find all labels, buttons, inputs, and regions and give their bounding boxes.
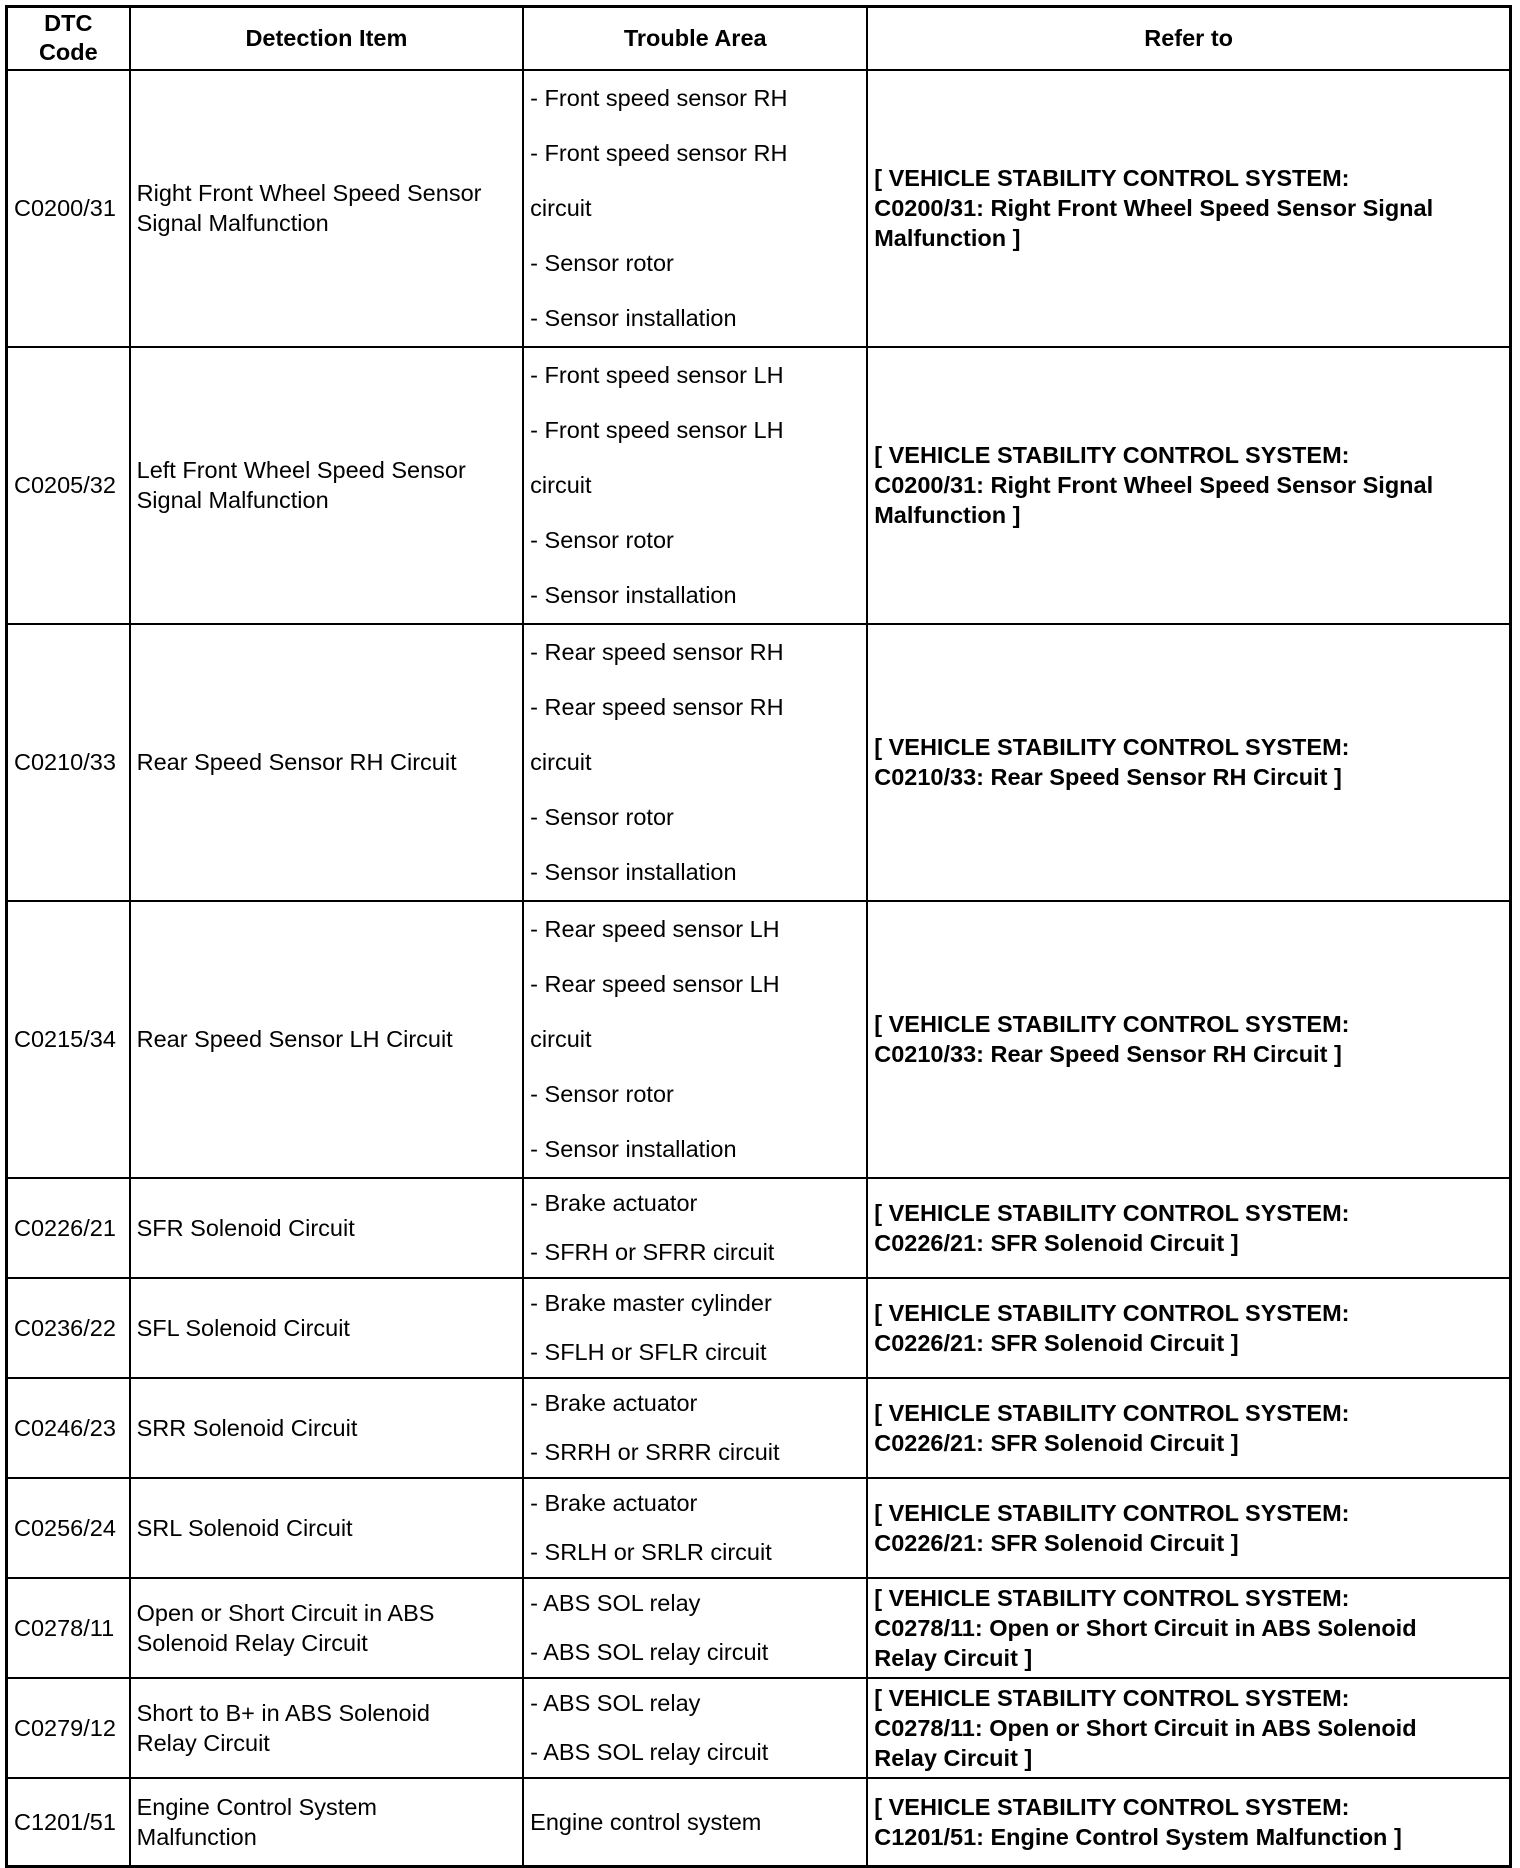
- trouble-area-cell: [523, 624, 867, 901]
- detection-item-cell: Rear Speed Sensor RH Circuit: [130, 624, 524, 901]
- trouble-area-item: - Front speed sensor RH: [530, 84, 788, 111]
- refer-to-cell: [ VEHICLE STABILITY CONTROL SYSTEM: C0278/11: Open or Short Circuit in ABS Solenoid Relay Circuit ]: [867, 1678, 1510, 1778]
- dtc-table: [5, 5, 1512, 1868]
- trouble-area-item: - ABS SOL relay: [530, 1589, 701, 1616]
- refer-to-cell: [ VEHICLE STABILITY CONTROL SYSTEM: C0210/33: Rear Speed Sensor RH Circuit ]: [867, 624, 1510, 901]
- trouble-area-item: - Sensor rotor: [530, 526, 674, 553]
- table-row: [7, 1678, 1511, 1778]
- trouble-area-item: - SFLH or SFLR circuit: [530, 1338, 767, 1365]
- trouble-area-cell: [523, 1678, 867, 1778]
- trouble-area-cell: [523, 70, 867, 347]
- trouble-area-item: - Sensor rotor: [530, 249, 674, 276]
- trouble-area-item: circuit: [530, 194, 592, 221]
- table-row: [7, 70, 1511, 347]
- trouble-area-item: - SRRH or SRRR circuit: [530, 1438, 780, 1465]
- table-row: [7, 624, 1511, 901]
- trouble-area-item: - ABS SOL relay circuit: [530, 1638, 769, 1665]
- header-refer-to: Refer to: [867, 7, 1510, 70]
- detection-item-cell: Rear Speed Sensor LH Circuit: [130, 901, 524, 1178]
- trouble-area-item: - Brake actuator: [530, 1489, 698, 1516]
- dtc-code-cell: C1201/51: [7, 1778, 130, 1867]
- detection-item-cell: SFR Solenoid Circuit: [130, 1178, 524, 1278]
- trouble-area-cell: [523, 1478, 867, 1578]
- detection-item-cell: Short to B+ in ABS Solenoid Relay Circuit: [130, 1678, 524, 1778]
- trouble-area-item: - Sensor installation: [530, 304, 737, 331]
- trouble-area-item: - Rear speed sensor LH: [530, 970, 780, 997]
- trouble-area-item: - Front speed sensor LH: [530, 361, 784, 388]
- trouble-area-item: - ABS SOL relay: [530, 1689, 701, 1716]
- table-row: [7, 347, 1511, 624]
- table-row: [7, 1478, 1511, 1578]
- table-row: [7, 1578, 1511, 1678]
- header-detection-item: Detection Item: [130, 7, 524, 70]
- refer-to-cell: [ VEHICLE STABILITY CONTROL SYSTEM: C0278/11: Open or Short Circuit in ABS Solenoid Relay Circuit ]: [867, 1578, 1510, 1678]
- trouble-area-item: - Brake actuator: [530, 1189, 698, 1216]
- trouble-area-item: - Brake master cylinder: [530, 1289, 772, 1316]
- refer-to-cell: [ VEHICLE STABILITY CONTROL SYSTEM: C0226/21: SFR Solenoid Circuit ]: [867, 1478, 1510, 1578]
- refer-to-cell: [ VEHICLE STABILITY CONTROL SYSTEM: C0200/31: Right Front Wheel Speed Sensor Signal Malfunction ]: [867, 347, 1510, 624]
- detection-item-cell: Right Front Wheel Speed Sensor Signal Malfunction: [130, 70, 524, 347]
- trouble-area-item: - Sensor installation: [530, 1135, 737, 1162]
- trouble-area-item: - ABS SOL relay circuit: [530, 1738, 769, 1765]
- table-row: [7, 1178, 1511, 1278]
- trouble-area-item: - Rear speed sensor LH: [530, 915, 780, 942]
- trouble-area-item: circuit: [530, 1025, 592, 1052]
- dtc-code-cell: C0210/33: [7, 624, 130, 901]
- dtc-code-cell: C0226/21: [7, 1178, 130, 1278]
- trouble-area-item: - SRLH or SRLR circuit: [530, 1538, 772, 1565]
- table-row: [7, 1778, 1511, 1867]
- table-row: [7, 901, 1511, 1178]
- trouble-area-cell: [523, 1278, 867, 1378]
- refer-to-cell: [ VEHICLE STABILITY CONTROL SYSTEM: C0210/33: Rear Speed Sensor RH Circuit ]: [867, 901, 1510, 1178]
- trouble-area-cell: [523, 901, 867, 1178]
- trouble-area-item: - Sensor rotor: [530, 1080, 674, 1107]
- dtc-code-cell: C0278/11: [7, 1578, 130, 1678]
- trouble-area-cell: [523, 1178, 867, 1278]
- dtc-code-cell: C0246/23: [7, 1378, 130, 1478]
- detection-item-cell: Left Front Wheel Speed Sensor Signal Malfunction: [130, 347, 524, 624]
- detection-item-cell: SRL Solenoid Circuit: [130, 1478, 524, 1578]
- dtc-code-cell: C0200/31: [7, 70, 130, 347]
- dtc-code-cell: C0236/22: [7, 1278, 130, 1378]
- detection-item-cell: Engine Control System Malfunction: [130, 1778, 524, 1867]
- trouble-area-item: - Rear speed sensor RH: [530, 638, 784, 665]
- detection-item-cell: SRR Solenoid Circuit: [130, 1378, 524, 1478]
- refer-to-cell: [ VEHICLE STABILITY CONTROL SYSTEM: C0226/21: SFR Solenoid Circuit ]: [867, 1378, 1510, 1478]
- trouble-area-item: circuit: [530, 748, 592, 775]
- header-trouble-area: Trouble Area: [523, 7, 867, 70]
- trouble-area-cell: [523, 1778, 867, 1867]
- dtc-code-cell: C0205/32: [7, 347, 130, 624]
- trouble-area-item: Engine control system: [530, 1808, 762, 1835]
- dtc-code-cell: C0279/12: [7, 1678, 130, 1778]
- table-row: [7, 1378, 1511, 1478]
- trouble-area-item: - Rear speed sensor RH: [530, 693, 784, 720]
- dtc-code-cell: C0215/34: [7, 901, 130, 1178]
- trouble-area-item: - Front speed sensor LH: [530, 416, 784, 443]
- table-row: [7, 1278, 1511, 1378]
- detection-item-cell: Open or Short Circuit in ABS Solenoid Relay Circuit: [130, 1578, 524, 1678]
- refer-to-cell: [ VEHICLE STABILITY CONTROL SYSTEM: C0200/31: Right Front Wheel Speed Sensor Signal Malfunction ]: [867, 70, 1510, 347]
- trouble-area-item: - Brake actuator: [530, 1389, 698, 1416]
- header-dtc-code: DTC Code: [7, 7, 130, 70]
- trouble-area-cell: [523, 1578, 867, 1678]
- detection-item-cell: SFL Solenoid Circuit: [130, 1278, 524, 1378]
- trouble-area-item: - Sensor rotor: [530, 803, 674, 830]
- trouble-area-cell: [523, 1378, 867, 1478]
- trouble-area-item: circuit: [530, 471, 592, 498]
- trouble-area-cell: [523, 347, 867, 624]
- refer-to-cell: [ VEHICLE STABILITY CONTROL SYSTEM: C0226/21: SFR Solenoid Circuit ]: [867, 1178, 1510, 1278]
- dtc-code-cell: C0256/24: [7, 1478, 130, 1578]
- trouble-area-item: - Sensor installation: [530, 581, 737, 608]
- trouble-area-item: - Front speed sensor RH: [530, 139, 788, 166]
- header-row: [7, 7, 1511, 70]
- table-body: [7, 70, 1511, 1867]
- refer-to-cell: [ VEHICLE STABILITY CONTROL SYSTEM: C0226/21: SFR Solenoid Circuit ]: [867, 1278, 1510, 1378]
- trouble-area-item: - Sensor installation: [530, 858, 737, 885]
- trouble-area-item: - SFRH or SFRR circuit: [530, 1238, 775, 1265]
- refer-to-cell: [ VEHICLE STABILITY CONTROL SYSTEM: C1201/51: Engine Control System Malfunction ]: [867, 1778, 1510, 1867]
